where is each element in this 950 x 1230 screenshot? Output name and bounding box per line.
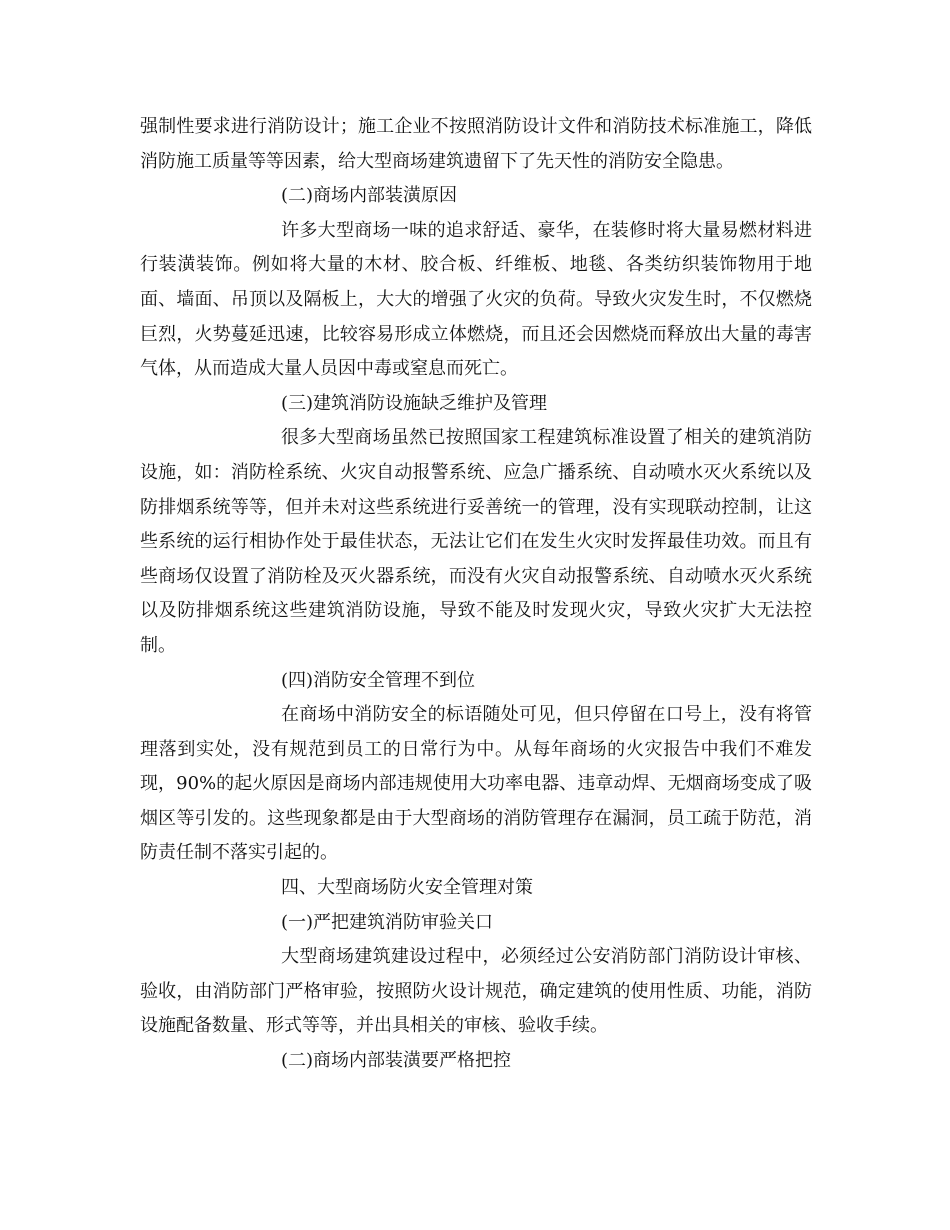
section-heading-decoration-causes: (二)商场内部装潢原因 [281, 185, 458, 207]
paragraph-safety-management: 在商场中消防安全的标语随处可见，但只停留在口号上，没有将管理落到实处，没有规范到员工的日常行为中。从每年商场的火灾报告中我们不难发现，90%的起火原因是商场内部违规使用大功率电器、违章动焊、无烟商场变成了吸烟区等引发的。这些现象都是由于大型商场的消防管理存在漏洞，员工疏于防范，消防责任制不落实引起的。 [140, 704, 812, 864]
paragraph-continuation: 强制性要求进行消防设计；施工企业不按照消防设计文件和消防技术标准施工，降低消防施工质量等等因素，给大型商场建筑遗留下了先天性的消防安全隐患。 [140, 116, 812, 172]
section-heading-safety-management: (四)消防安全管理不到位 [281, 669, 476, 691]
section-heading-facility-maintenance: (三)建筑消防设施缺乏维护及管理 [281, 392, 548, 414]
chapter-heading-countermeasures: 四、大型商场防火安全管理对策 [281, 877, 533, 899]
paragraph-facility-maintenance: 很多大型商场虽然已按照国家工程建筑标准设置了相关的建筑消防设施，如：消防栓系统、火灾自动报警系统、应急广播系统、自动喷水灭火系统以及防排烟系统等等，但并未对这些系统进行妥善统一的管理，没有实现联动控制，让这些系统的运行相协作处于最佳状态，无法让它们在发生火灾时发挥最佳功效。而且有些商场仅设置了消防栓及灭火器系统，而没有火灾自动报警系统、自动喷水灭火系统以及防排烟系统这些建筑消防设施，导致不能及时发现火灾，导致火灾扩大无法控制。 [140, 427, 812, 656]
paragraph-fire-inspection: 大型商场建筑建设过程中，必须经过公安消防部门消防设计审核、验收，由消防部门严格审验，按照防火设计规范，确定建筑的使用性质、功能，消防设施配备数量、形式等等，并出具相关的审核、验收手续。 [140, 946, 812, 1037]
paragraph-decoration-causes: 许多大型商场一味的追求舒适、豪华，在装修时将大量易燃材料进行装潢装饰。例如将大量的木材、胶合板、纤维板、地毯、各类纺织装饰物用于地面、墙面、吊顶以及隔板上，大大的增强了火灾的负荷。导致火灾发生时，不仅燃烧巨烈，火势蔓延迅速，比较容易形成立体燃烧，而且还会因燃烧而释放出大量的毒害气体，从而造成大量人员因中毒或窒息而死亡。 [140, 219, 812, 380]
section-heading-decoration-control: (二)商场内部装潢要严格把控 [281, 1050, 512, 1072]
document-page [140, 110, 812, 1079]
section-heading-fire-inspection: (一)严把建筑消防审验关口 [281, 911, 494, 933]
